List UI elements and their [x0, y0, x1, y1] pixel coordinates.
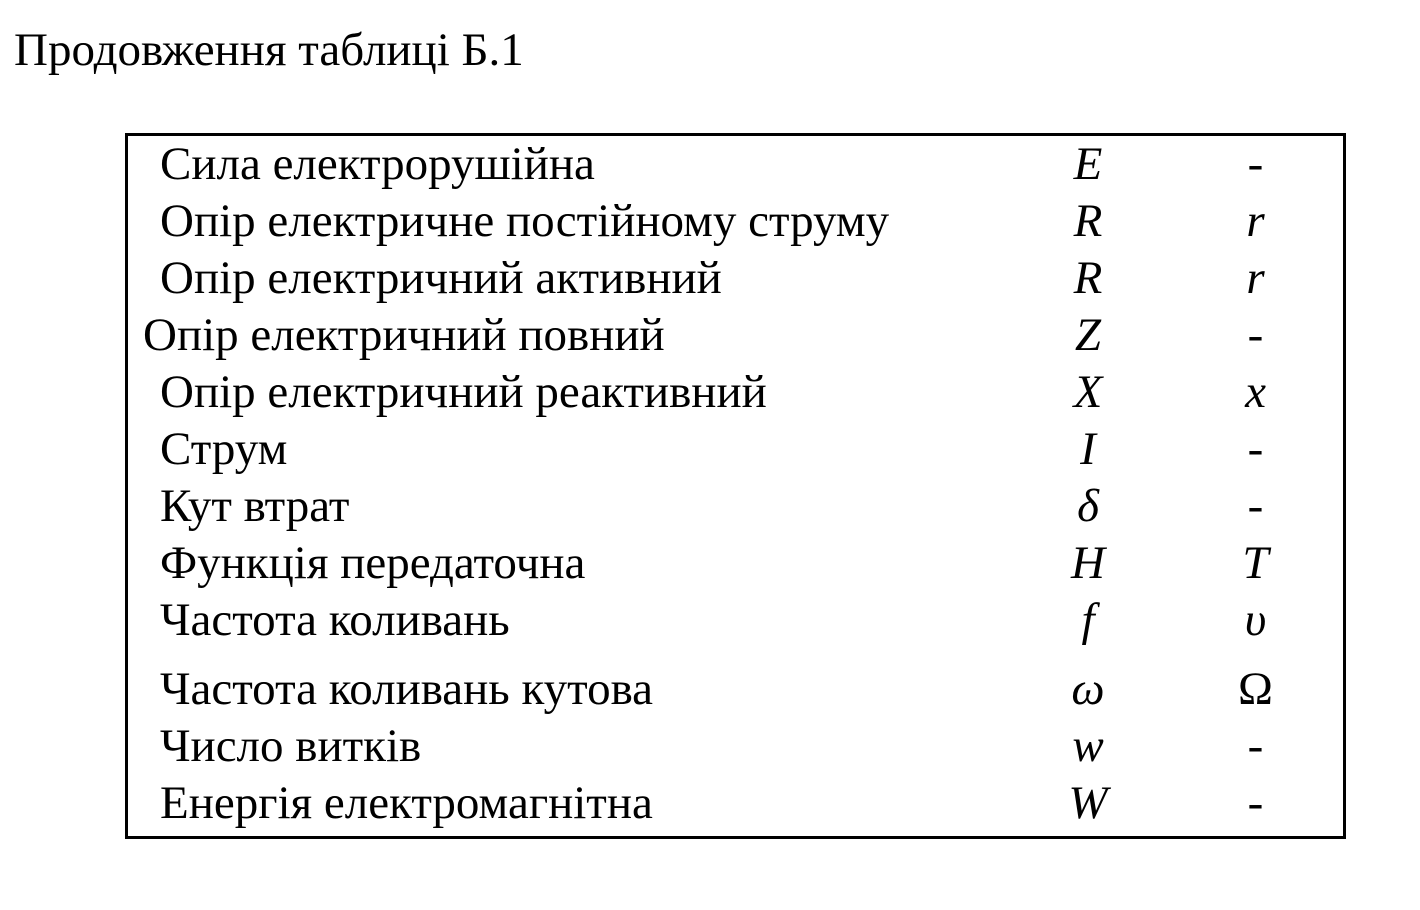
reserve-symbol-cell: T: [1242, 537, 1269, 589]
term-cell: Функція передаточна: [160, 537, 586, 589]
table-row: [128, 364, 1343, 421]
table-row: [128, 661, 1343, 718]
term-cell: Струм: [160, 423, 288, 475]
reserve-symbol-cell: r: [1246, 195, 1265, 247]
table-continuation-title: Продовження таблиці Б.1: [14, 24, 524, 76]
primary-symbol-cell: X: [1073, 366, 1103, 418]
reserve-symbol-cell: -: [1247, 423, 1264, 475]
reserve-symbol-cell: r: [1246, 252, 1265, 304]
table-row: [128, 775, 1343, 832]
reserve-symbol-cell: -: [1247, 480, 1264, 532]
reserve-symbol-cell: υ: [1244, 594, 1267, 646]
primary-symbol-cell: R: [1073, 195, 1103, 247]
table-row: [128, 718, 1343, 775]
table-row: [128, 478, 1343, 535]
table-row: [128, 421, 1343, 478]
primary-symbol-cell: f: [1081, 594, 1095, 646]
primary-symbol-cell: δ: [1077, 480, 1099, 532]
reserve-symbol-cell: -: [1247, 720, 1264, 772]
reserve-symbol-cell: -: [1247, 138, 1264, 190]
term-cell: Опір електричний реактивний: [160, 366, 767, 418]
term-cell: Кут втрат: [160, 480, 350, 532]
primary-symbol-cell: I: [1080, 423, 1096, 475]
term-cell: Енергія електромагнітна: [160, 777, 653, 829]
primary-symbol-cell: Z: [1074, 309, 1102, 361]
primary-symbol-cell: w: [1072, 720, 1104, 772]
table-row: [128, 307, 1343, 364]
primary-symbol-cell: ω: [1071, 663, 1105, 715]
term-cell: Опір електричний активний: [160, 252, 722, 304]
table-row: [128, 193, 1343, 250]
table-row: [128, 250, 1343, 307]
reserve-symbol-cell: x: [1245, 366, 1266, 418]
term-cell: Частота коливань кутова: [160, 663, 654, 715]
table-row: [128, 535, 1343, 592]
reserve-symbol-cell: Ω: [1238, 663, 1273, 715]
reserve-symbol-cell: -: [1247, 777, 1264, 829]
term-cell: Опір електричне постійному струму: [160, 195, 890, 247]
term-cell: Опір електричний повний: [143, 309, 665, 361]
table-row: [128, 592, 1343, 649]
term-cell: Сила електрорушійна: [160, 138, 595, 190]
primary-symbol-cell: W: [1068, 777, 1108, 829]
term-cell: Частота коливань: [160, 594, 510, 646]
symbols-table: [125, 133, 1346, 839]
primary-symbol-cell: R: [1073, 252, 1103, 304]
table-row: [128, 136, 1343, 193]
primary-symbol-cell: E: [1073, 138, 1103, 190]
reserve-symbol-cell: -: [1247, 309, 1264, 361]
primary-symbol-cell: H: [1071, 537, 1105, 589]
term-cell: Число витків: [160, 720, 422, 772]
